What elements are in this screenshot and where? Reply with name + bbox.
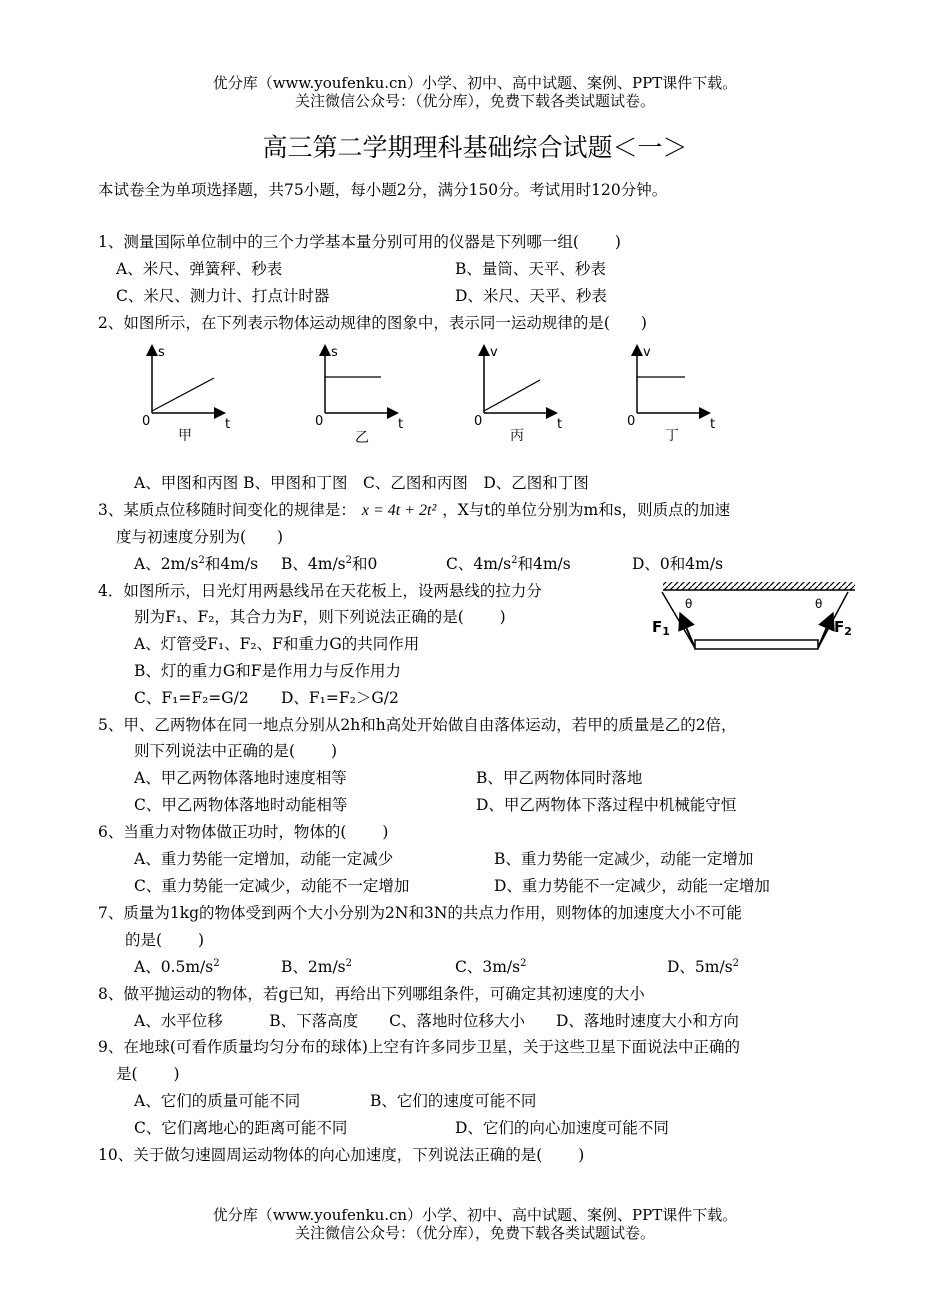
graph-bing-name: 丙 xyxy=(510,428,524,444)
theta-left: θ xyxy=(685,597,693,611)
header-line-1: 优分库（www.youfenku.cn）小学、初中、高中试题、案例、PPT课件下载。 xyxy=(212,74,738,92)
ceiling-hatch xyxy=(663,582,855,590)
q5-option-b: B、甲乙两物体同时落地 xyxy=(476,769,643,787)
header-line-2: 关注微信公众号：（优分库），免费下载各类试题试卷。 xyxy=(294,92,655,110)
intro-text: 本试卷全为单项选择题，共75小题，每小题2分，满分150分。考试用时120分钟。 xyxy=(98,181,668,199)
q7-option-a: A、$0.5m/s^2$ xyxy=(134,958,220,976)
q3-stem-post: ，X与t的单位分别为m和s，则质点的加速 xyxy=(442,501,731,519)
graph-ding-name: 丁 xyxy=(665,428,679,444)
q1-option-b: B、量筒、天平、秒表 xyxy=(455,260,606,278)
q8-stem: 8、做平抛运动的物体，若g已知，再给出下列哪组条件，可确定其初速度的大小 xyxy=(98,985,645,1003)
force-f2-arrow xyxy=(818,620,830,648)
graph-bing-y-label: v xyxy=(490,345,498,360)
footer-line-1: 优分库（www.youfenku.cn）小学、初中、高中试题、案例、PPT课件下载。 xyxy=(212,1206,738,1224)
q2-stem: 2、如图所示，在下列表示物体运动规律的图象中，表示同一运动规律的是( ) xyxy=(98,314,647,332)
q2-options: A、甲图和丙图 B、甲图和丁图 C、乙图和丙图 D、乙图和丁图 xyxy=(134,474,589,492)
q6-option-b: B、重力势能一定减少，动能一定增加 xyxy=(494,850,754,868)
q7-option-d: D、$5m/s^2$ xyxy=(667,958,740,976)
graph-ding-y-label: v xyxy=(643,345,651,360)
q3-stem-line-2: 度与初速度分别为( ) xyxy=(116,528,284,546)
q3-option-c: C、$4m/s^2$和4m/s xyxy=(446,555,571,573)
q3-formula: x = 4t + 2t² xyxy=(361,502,437,519)
q5-option-c: C、甲乙两物体落地时动能相等 xyxy=(134,796,348,814)
graph-bing-origin: 0 xyxy=(474,414,483,429)
q3-stem xyxy=(98,500,730,521)
page-title: 高三第二学期理科基础综合试题＜一＞ xyxy=(262,133,688,162)
q5-stem-line-1: 5、甲、乙两物体在同一地点分别从2h和h高处开始做自由落体运动，若甲的质量是乙的2倍， xyxy=(98,716,737,734)
q4-option-a: A、灯管受F₁、F₂、F和重力G的共同作用 xyxy=(134,635,420,653)
q8-options: A、水平位移 B、下落高度 C、落地时位移大小 D、落地时速度大小和方向 xyxy=(134,1012,739,1030)
graph-jia xyxy=(142,345,230,444)
q5-stem-line-2: 则下列说法中正确的是( ) xyxy=(134,742,338,760)
q2-graphs-figure xyxy=(130,340,730,455)
graph-yi-y-label: s xyxy=(331,345,338,360)
q1-stem: 1、测量国际单位制中的三个力学基本量分别可用的仪器是下列哪一组( ) xyxy=(98,233,621,251)
q10-stem: 10、关于做匀速圆周运动物体的向心加速度，下列说法正确的是( ) xyxy=(98,1146,585,1164)
q3-option-a: A、$2m/s^2$和4m/s xyxy=(134,555,259,573)
q7-option-c: C、$3m/s^2$ xyxy=(455,958,527,976)
graph-bing xyxy=(474,345,562,444)
q5-option-d: D、甲乙两物体下落过程中机械能守恒 xyxy=(476,796,737,814)
q3-option-b: B、$4m/s^2$和0 xyxy=(281,555,378,573)
force-f1-arrow xyxy=(683,620,695,648)
graph-yi-name: 乙 xyxy=(355,430,369,446)
q1-option-c: C、米尺、测力计、打点计时器 xyxy=(116,287,330,305)
q3-option-d: D、0和4m/s xyxy=(632,555,724,573)
q6-stem: 6、当重力对物体做正功时，物体的( ) xyxy=(98,823,389,841)
graph-yi-x-label: t xyxy=(398,417,404,432)
q4-lamp-figure xyxy=(650,580,860,655)
q6-option-c: C、重力势能一定减少，动能不一定增加 xyxy=(134,877,410,895)
graph-yi-origin: 0 xyxy=(315,414,324,429)
theta-right: θ xyxy=(815,597,823,611)
q6-option-d: D、重力势能不一定减少，动能一定增加 xyxy=(494,877,770,895)
graph-ding-x-label: t xyxy=(710,417,716,432)
q4-option-d: D、F₁=F₂＞G/2 xyxy=(281,689,399,707)
q9-option-a: A、它们的质量可能不同 xyxy=(134,1092,301,1110)
q1-option-d: D、米尺、天平、秒表 xyxy=(455,287,607,305)
graph-yi xyxy=(315,345,403,446)
q6-option-a: A、重力势能一定增加，动能一定减少 xyxy=(134,850,394,868)
q4-option-b: B、灯的重力G和F是作用力与反作用力 xyxy=(134,662,402,680)
graph-ding-origin: 0 xyxy=(627,414,636,429)
q7-option-b: B、$2m/s^2$ xyxy=(281,958,353,976)
q4-stem-line-1: 4．如图所示，日光灯用两悬线吊在天花板上，设两悬线的拉力分 xyxy=(98,582,542,600)
graph-bing-x-label: t xyxy=(557,417,563,432)
label-f1: $F_1$ xyxy=(652,618,670,638)
lamp-tube xyxy=(695,640,818,649)
q7-stem-line-1: 7、质量为1kg的物体受到两个大小分别为2N和3N的共点力作用，则物体的加速度大小不可能 xyxy=(98,904,742,922)
q9-stem-line-1: 9、在地球(可看作质量均匀分布的球体)上空有许多同步卫星，关于这些卫星下面说法中正确的 xyxy=(98,1038,740,1056)
footer-line-2: 关注微信公众号：（优分库），免费下载各类试题试卷。 xyxy=(294,1224,655,1242)
q9-option-c: C、它们离地心的距离可能不同 xyxy=(134,1119,348,1137)
q9-option-d: D、它们的向心加速度可能不同 xyxy=(455,1119,669,1137)
graph-jia-x-label: t xyxy=(225,417,231,432)
q5-option-a: A、甲乙两物体落地时速度相等 xyxy=(134,769,347,787)
q7-stem-line-2: 的是( ) xyxy=(125,931,205,949)
label-f2: $F_2$ xyxy=(834,618,852,638)
q9-option-b: B、它们的速度可能不同 xyxy=(370,1092,537,1110)
graph-jia-name: 甲 xyxy=(178,428,192,444)
q9-stem-line-2: 是( ) xyxy=(116,1065,180,1083)
q4-option-c: C、F₁=F₂=G/2 xyxy=(134,689,249,707)
graph-jia-y-label: s xyxy=(158,345,165,360)
q4-stem-line-2: 别为F₁、F₂，其合力为F，则下列说法正确的是( ) xyxy=(134,608,506,626)
q1-option-a: A、米尺、弹簧秤、秒表 xyxy=(116,260,283,278)
graph-jia-origin: 0 xyxy=(142,414,151,429)
graph-ding xyxy=(627,345,715,444)
q3-stem-pre: 3、某质点位移随时间变化的规律是： xyxy=(98,501,356,519)
